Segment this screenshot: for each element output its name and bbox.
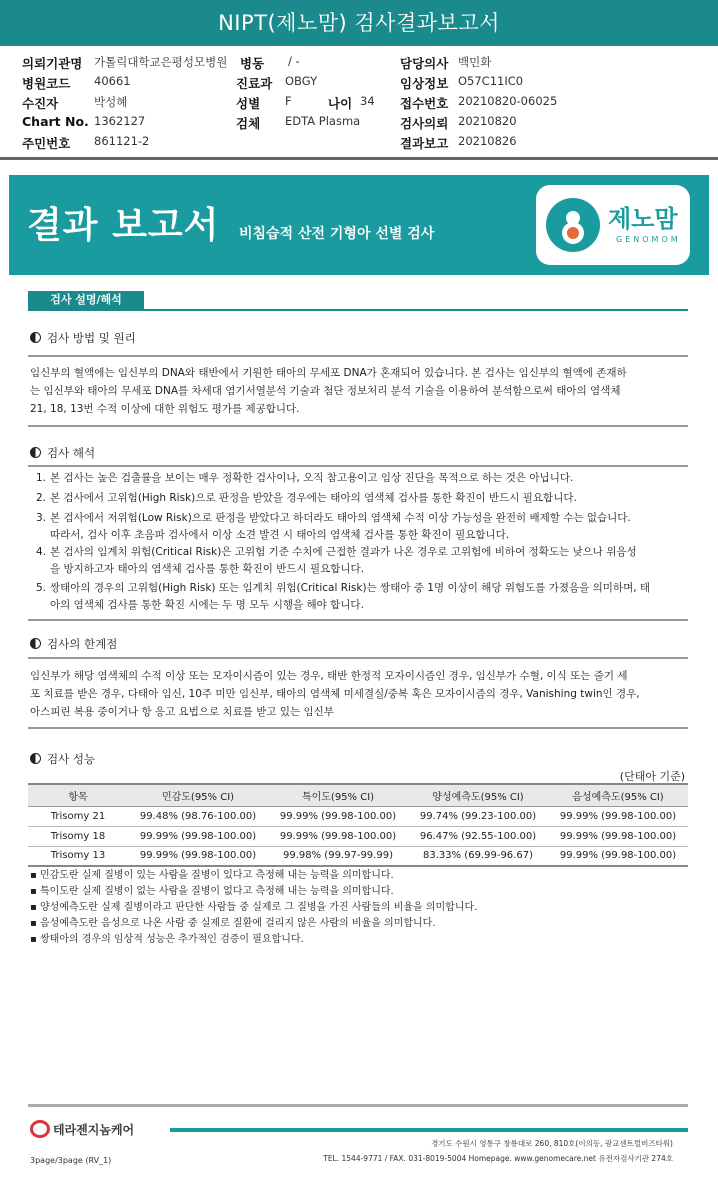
- table-cell: 99.99% (99.98-100.00): [268, 806, 408, 826]
- column-header: 항목: [28, 784, 128, 806]
- hospital-code-value: 40661: [94, 74, 131, 88]
- institution-value: 가톨릭대학교은평성모병원: [94, 55, 228, 69]
- age-value: 34: [360, 94, 375, 108]
- receipt-value: 20210820-06025: [458, 94, 558, 108]
- table-cell: 96.47% (92.55-100.00): [408, 826, 548, 846]
- institution-label: 의뢰기관명: [22, 56, 83, 71]
- examinee-value: 박성혜: [94, 95, 128, 109]
- footer-divider: [28, 1104, 688, 1107]
- examinee-label: 수진자: [22, 96, 59, 111]
- receipt-label: 접수번호: [400, 96, 449, 111]
- table-cell: 99.99% (99.98-100.00): [548, 806, 688, 826]
- table-cell: 99.99% (99.98-100.00): [548, 846, 688, 866]
- report-banner: [9, 175, 709, 275]
- divider: [28, 355, 688, 357]
- unit-note: (단태아 기준): [619, 770, 685, 783]
- age-label: 나이: [328, 96, 353, 111]
- table-row: [28, 826, 688, 846]
- table-cell: 99.99% (99.98-100.00): [548, 826, 688, 846]
- ward-value: / -: [288, 54, 300, 68]
- request-value: 20210820: [458, 114, 517, 128]
- page-number: 3page/3page (RV_1): [30, 1156, 112, 1165]
- performance-heading: 검사 성능: [30, 751, 95, 767]
- company-logo: 테라젠지놈케어: [30, 1120, 134, 1138]
- table-cell: Trisomy 13: [28, 846, 128, 866]
- dept-value: OBGY: [285, 74, 318, 88]
- table-cell: 99.74% (99.23-100.00): [408, 806, 548, 826]
- patient-info: [0, 50, 718, 156]
- column-header: 특이도(95% CI): [268, 784, 408, 806]
- sex-label: 성별: [236, 96, 261, 111]
- table-cell: 99.48% (98.76-100.00): [128, 806, 268, 826]
- half-circle-icon: [30, 638, 41, 649]
- limitations-text: 임신부가 해당 염색체의 수적 이상 또는 모자이시즘이 있는 경우, 태반 한정적 모자이시즘인 경우, 임신부가 수혈, 이식 또는 줄기 세 포 치료를 받은 경우, 다태아 임신, 10주 미만 임신부, 태아의 염색체 미세결실/중복 혹은 모자이시즘의 경우, Vanishing twin인 경우, 아스피린 복용 중이거나 항 응고 요법으로 치료를 받고 있는 임신부: [30, 670, 640, 718]
- table-cell: Trisomy 18: [28, 826, 128, 846]
- half-circle-icon: [30, 447, 41, 458]
- footer-address: 경기도 수원시 영통구 창룡대로 260, 810호(이의동, 광교센트럴비즈타워): [431, 1139, 673, 1148]
- banner-subtitle: 비침습적 산전 기형아 선별 검사: [239, 226, 435, 242]
- half-circle-icon: [30, 753, 41, 764]
- doctor-label: 담당의사: [400, 56, 449, 71]
- footer-contact: TEL. 1544-9771 / FAX. 031-8019-5004 Homepage. www.genomecare.net 유전자검사기관 274호: [323, 1154, 673, 1163]
- banner-title: 결과 보고서: [27, 205, 220, 246]
- method-text: 임신부의 혈액에는 임신부의 DNA와 태반에서 기원한 태아의 무세포 DNA가 혼재되어 있습니다. 본 검사는 임신부의 혈액에 존재하 는 임신부와 태아의 무세포 DNA를 차세대 염기서열분석 기술과 첨단 정보처리 분석 기술을 이용하여 분석함으로써 태아의 염색체 21, 18, 13번 수적 이상에 대한 위험도 평가를 제공합니다.: [30, 367, 627, 415]
- table-cell: 83.33% (69.99-96.67): [408, 846, 548, 866]
- table-row: [28, 846, 688, 866]
- genomom-logo: [536, 185, 690, 265]
- column-header: 민감도(95% CI): [128, 784, 268, 806]
- section-tab: 검사 설명/해석: [28, 291, 144, 309]
- table-row: [28, 806, 688, 826]
- hospital-code-label: 병원코드: [22, 76, 71, 91]
- clinical-value: O57C11IC0: [458, 74, 524, 88]
- company-logo-icon: [30, 1120, 50, 1138]
- divider: [28, 425, 688, 427]
- report-value: 20210826: [458, 134, 517, 148]
- interpretation-heading: 검사 해석: [30, 445, 95, 461]
- resident-label: 주민번호: [22, 136, 71, 151]
- divider: [28, 619, 688, 621]
- note-item: ▪ 음성예측도란 음성으로 나온 사람 중 실제로 질환에 걸리지 않은 사람의 비율을 의미합니다.: [30, 918, 436, 929]
- chart-label: Chart No.: [22, 114, 89, 129]
- report-title: NIPT(제노맘) 검사결과보고서: [0, 0, 718, 46]
- info-divider: [0, 157, 718, 160]
- clinical-label: 임상정보: [400, 76, 449, 91]
- column-header: 음성예측도(95% CI): [548, 784, 688, 806]
- performance-table: [28, 783, 688, 867]
- table-cell: 99.99% (99.98-100.00): [268, 826, 408, 846]
- footer-accent-bar: [170, 1128, 688, 1132]
- specimen-label: 검체: [236, 116, 261, 131]
- chart-value: 1362127: [94, 114, 146, 128]
- ward-label: 병동: [240, 56, 265, 71]
- genomom-mark-icon: [546, 198, 600, 252]
- report-label: 결과보고: [400, 136, 449, 151]
- logo-text: 제노맘: [608, 205, 678, 233]
- note-item: ▪ 양성예측도란 실제 질병이라고 판단한 사람들 중 실제로 그 질병을 가진 사람들의 비율을 의미합니다.: [30, 902, 478, 913]
- sex-value: F: [285, 94, 292, 108]
- table-cell: Trisomy 21: [28, 806, 128, 826]
- divider: [28, 657, 688, 659]
- request-label: 검사의뢰: [400, 116, 449, 131]
- dept-label: 진료과: [236, 76, 273, 91]
- note-item: ▪ 특이도란 실제 질병이 없는 사람을 질병이 없다고 측정해 내는 능력을 의미합니다.: [30, 886, 394, 897]
- logo-subtext: GENOMOM: [616, 235, 681, 244]
- column-header: 양성예측도(95% CI): [408, 784, 548, 806]
- note-item: ▪ 쌍태아의 경우의 임상적 성능은 추가적인 검증이 필요합니다.: [30, 934, 304, 945]
- table-cell: 99.99% (99.98-100.00): [128, 826, 268, 846]
- table-cell: 99.99% (99.98-100.00): [128, 846, 268, 866]
- section-divider: [28, 309, 688, 311]
- half-circle-icon: [30, 332, 41, 343]
- specimen-value: EDTA Plasma: [285, 114, 361, 128]
- limitations-heading: 검사의 한계점: [30, 636, 117, 652]
- table-header-row: [28, 784, 688, 806]
- table-cell: 99.98% (99.97-99.99): [268, 846, 408, 866]
- method-heading: 검사 방법 및 원리: [30, 330, 136, 346]
- divider: [28, 727, 688, 729]
- doctor-value: 백민화: [458, 55, 492, 69]
- note-item: ▪ 민감도란 실제 질병이 있는 사람을 질병이 있다고 측정해 내는 능력을 의미합니다.: [30, 870, 394, 881]
- resident-value: 861121-2: [94, 134, 150, 148]
- divider: [28, 465, 688, 467]
